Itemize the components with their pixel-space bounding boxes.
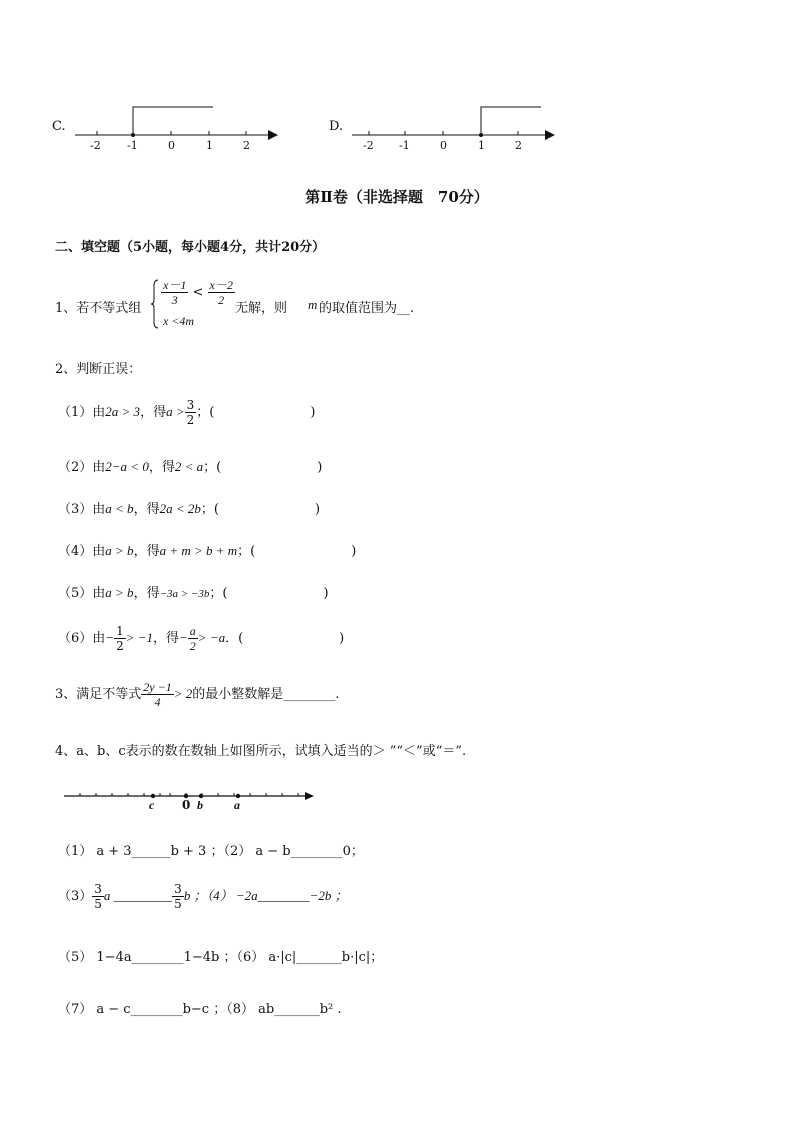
item3-tail: b ；（4） −2a________−2b ； (183, 888, 348, 903)
item-prefix: （6）由 (58, 631, 106, 646)
option-d-number-line (327, 95, 567, 155)
conclusion: a + m > b + m (159, 543, 238, 558)
left-brace-icon (151, 278, 159, 330)
numerator: 3 (174, 882, 182, 896)
numerator: x－2 (209, 278, 233, 292)
item-prefix: （3）由 (58, 502, 106, 517)
q1-system-line1 (161, 278, 235, 307)
item-prefix: （5）由 (58, 586, 106, 601)
premise: 2−a < 0 (105, 459, 149, 474)
q1-system-line2: x <4m (163, 314, 195, 328)
connector: ，得 (140, 405, 167, 420)
axis-arrow (305, 792, 314, 800)
q1-prefix: 1、若不等式组 (55, 301, 142, 316)
q4-item-3-4 (58, 882, 348, 911)
denominator: 3 (171, 293, 178, 307)
answer-close: ) (317, 460, 323, 475)
tick-label: -2 (90, 139, 101, 152)
item-prefix: （4）由 (58, 544, 106, 559)
q4-item-7-8: （7） a − c________b−c ；（8） ab_______b² . (58, 1002, 342, 1017)
q2-item-3 (58, 498, 320, 517)
question-3 (55, 680, 339, 709)
tick-label: 2 (243, 139, 250, 152)
numerator: 2y −1 (143, 680, 172, 694)
answer-open: ；( (237, 544, 256, 559)
axis-arrow (268, 130, 278, 140)
endpoint-dot (479, 133, 483, 137)
premise: 2a > 3 (105, 404, 141, 419)
item-prefix: （3） (58, 889, 93, 904)
q2-item-5 (58, 582, 329, 601)
denominator: 2 (218, 293, 225, 307)
option-c-label: C. (52, 119, 66, 134)
q1-suffix-b: 的取值范围为__. (319, 301, 415, 316)
axis-label-0: 0 (182, 798, 191, 812)
denominator: 5 (174, 897, 182, 911)
conclusion: a > (166, 404, 185, 419)
fraction (92, 882, 104, 911)
denominator: 4 (154, 695, 161, 709)
q1-var-m: m (308, 297, 318, 312)
fraction (188, 624, 198, 653)
connector: ，得 (133, 544, 160, 559)
premise: a < b (105, 501, 134, 516)
fraction (208, 278, 235, 307)
q2-item-1 (58, 398, 315, 427)
fraction (172, 882, 184, 911)
tick-label: -1 (127, 139, 138, 152)
minus-sign: − (105, 630, 115, 645)
item-prefix: （1）由 (58, 405, 106, 420)
axis-label-a: a (234, 798, 240, 812)
premise: a > b (105, 585, 134, 600)
conclusion-tail: > −a (197, 630, 226, 645)
connector: ，得 (153, 631, 180, 646)
answer-open: ；( (196, 405, 215, 420)
option-d-label: D. (329, 119, 344, 134)
denominator: 5 (94, 897, 102, 911)
q2-item-6 (58, 624, 344, 653)
option-d-axis-graphic (347, 95, 567, 155)
answer-close: ) (314, 502, 321, 517)
answer-open: ；( (200, 502, 219, 517)
connector: ，得 (148, 460, 175, 475)
denominator: 2 (189, 639, 196, 653)
connector: ，得 (133, 586, 160, 601)
fraction (185, 398, 197, 427)
axis-arrow (545, 130, 555, 140)
q3-suffix: 的最小整数解是________. (192, 687, 340, 702)
option-c-number-line (50, 95, 290, 155)
less-than: < (192, 285, 204, 300)
endpoint-dot (131, 133, 135, 137)
tick-label: 0 (168, 139, 175, 152)
numerator: 3 (186, 398, 195, 412)
fraction (141, 680, 173, 709)
denominator: 2 (186, 413, 195, 427)
premise-tail: > −1 (125, 630, 153, 645)
q2-title: 2、判断正误： (55, 362, 142, 377)
conclusion: 2a < 2b (159, 501, 201, 516)
connector: ，得 (133, 502, 160, 517)
numerator: 1 (116, 624, 124, 638)
q1-suffix-a: 无解，则 (235, 301, 288, 316)
answer-close: ) (323, 586, 329, 601)
item3-middle: a _________ (103, 888, 173, 903)
tick-label: 0 (440, 139, 447, 152)
tick-label: 1 (206, 139, 213, 152)
fraction (114, 624, 126, 653)
axis-label-c: c (149, 798, 155, 812)
tick-label: -2 (363, 139, 374, 152)
solution-bracket (133, 107, 213, 135)
conclusion: −3a > −3b (159, 588, 210, 600)
answer-close: ) (339, 631, 345, 646)
axis-label-b: b (197, 798, 203, 812)
tick-label: 1 (478, 139, 485, 152)
q2-item-2 (58, 456, 322, 475)
answer-open: ；( (203, 460, 222, 475)
solution-bracket (481, 107, 541, 135)
q4-item-1-2: （1） a + 3______b + 3 ；（2） a − b________0； (58, 844, 364, 859)
q3-prefix: 3、满足不等式 (55, 687, 142, 702)
premise: a > b (105, 543, 134, 558)
denominator: 2 (116, 639, 124, 653)
section-title: 第Ⅱ卷（非选择题 70分） (305, 188, 489, 206)
item-prefix: （2）由 (58, 460, 106, 475)
answer-close: ) (351, 544, 357, 559)
q2-item-4 (58, 540, 356, 559)
minus-sign: − (179, 630, 188, 645)
part2-heading: 二、填空题（5小题，每小题4分，共计20分） (55, 240, 326, 255)
answer-open: ．( (225, 631, 244, 646)
tick-label: 2 (515, 139, 522, 152)
q3-comparison: > 2 (173, 686, 193, 701)
numerator: 3 (94, 882, 102, 896)
answer-close: ) (310, 405, 316, 420)
q4-title: 4、a、b、c表示的数在数轴上如图所示，试填入适当的＞ ”“＜”或“＝”. (55, 744, 467, 759)
numerator: a (189, 624, 196, 638)
fraction (161, 278, 188, 307)
q4-number-line (60, 782, 320, 816)
option-c-axis-graphic (70, 95, 290, 155)
tick-label: -1 (399, 139, 410, 152)
conclusion: 2 < a (174, 459, 204, 474)
answer-open: ；( (209, 586, 228, 601)
numerator: x－1 (163, 278, 187, 292)
q4-item-5-6: （5） 1−4a________1−4b ；（6） a·|c|_______b·|c|； (58, 950, 384, 965)
